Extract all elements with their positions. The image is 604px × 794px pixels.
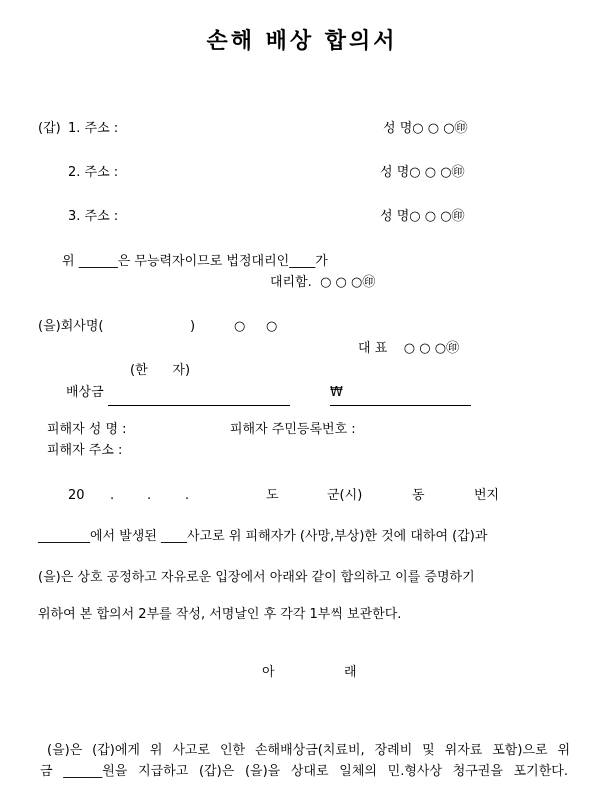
party-a-name-1: 성 명○ ○ ○㊞ bbox=[383, 121, 468, 136]
location-gun: 군(시) bbox=[327, 488, 363, 503]
hangul-amount-note: (한 자) bbox=[130, 363, 191, 378]
terms-line-2: 금 ______원을 지급하고 (갑)은 (을)을 상대로 일체의 민.형사상 청구권을 포기한다. bbox=[40, 764, 568, 779]
party-b-company-label: (을)회사명( bbox=[38, 319, 104, 334]
below-heading-b: 래 bbox=[344, 665, 357, 680]
victim-name: 피해자 성 명 : bbox=[47, 422, 127, 437]
date-dot-3: . bbox=[185, 488, 190, 503]
below-heading-a: 아 bbox=[262, 665, 275, 680]
victim-address: 피해자 주소 : bbox=[47, 443, 123, 458]
party-a-address-3: 3. 주소 : bbox=[68, 209, 119, 224]
party-a-name-2: 성 명○ ○ ○㊞ bbox=[380, 165, 465, 180]
won-symbol: ₩ bbox=[330, 385, 343, 400]
compensation-amount-line bbox=[330, 405, 471, 406]
location-dong: 동 bbox=[412, 488, 425, 503]
party-a-name-3: 성 명○ ○ ○㊞ bbox=[380, 209, 465, 224]
compensation-label: 배상금 bbox=[66, 385, 104, 400]
guardian-signature: 대리함. ○ ○ ○㊞ bbox=[270, 275, 376, 290]
victim-rrn: 피해자 주민등록번호 : bbox=[230, 422, 356, 437]
agreement-body-line-2: (을)은 상호 공정하고 자유로운 입장에서 아래와 같이 합의하고 이를 증명하기 bbox=[38, 570, 475, 585]
agreement-body-line-1: ________에서 발생된 ____사고로 위 피해자가 (사망,부상)한 것에 대하여 (갑)과 bbox=[38, 529, 488, 544]
party-a-label: (갑) bbox=[38, 121, 61, 136]
party-a-address-2: 2. 주소 : bbox=[68, 165, 119, 180]
date-dot-2: . bbox=[147, 488, 152, 503]
party-b-company-close: ) bbox=[190, 319, 196, 334]
party-b-representative: 대 표 ○ ○ ○㊞ bbox=[358, 341, 460, 356]
date-dot-1: . bbox=[110, 488, 115, 503]
party-b-company-seals: ○ ○ bbox=[234, 319, 278, 334]
guardian-statement: 위 ______은 무능력자이므로 법정대리인____가 bbox=[62, 254, 328, 269]
document-title: 손해 배상 합의서 bbox=[206, 29, 398, 54]
location-do: 도 bbox=[266, 488, 279, 503]
party-a-address-1: 1. 주소 : bbox=[68, 121, 119, 136]
compensation-hangul-line bbox=[108, 405, 290, 406]
agreement-body-line-3: 위하여 본 합의서 2부를 작성, 서명날인 후 각각 1부씩 보관한다. bbox=[38, 607, 402, 622]
terms-line-1: (을)은 (갑)에게 위 사고로 인한 손해배상금(치료비, 장례비 및 위자료 포함)으로 위 bbox=[47, 743, 570, 758]
location-beonji: 번지 bbox=[474, 488, 500, 503]
date-year: 20 bbox=[68, 488, 85, 503]
